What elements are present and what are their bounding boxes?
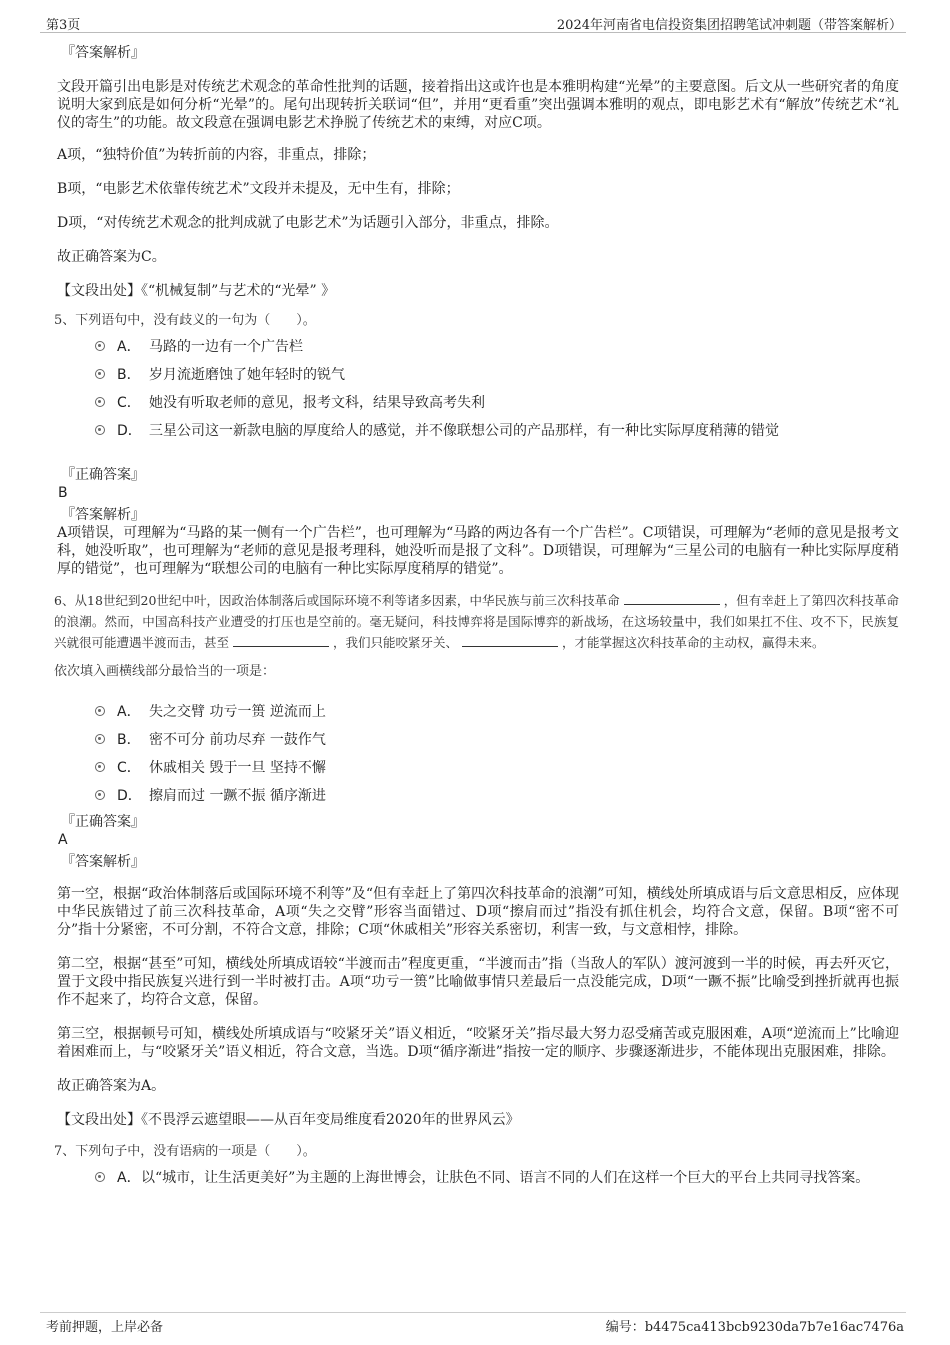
- q6-analysis-blank-2: 第二空，根据“甚至”可知，横线处所填成语较“半渡而击”程度更重，“半渡而击”指（当敌人的军队）渡河渡到一半的时候，再去歼灭它，置于文段中指民族复兴进行到一半时被打击。A项“功亏一篑”比喻做事情只差最后一点没能完成，D项“一蹶不振”比喻受到挫折就再也振作不起来了，均符合文意，保留。: [57, 956, 899, 1008]
- q4-conclusion: 故正确答案为C。: [57, 249, 166, 265]
- option-text: 三星公司这一新款电脑的厚度给人的感觉，并不像联想公司的产品那样，有一种比实际厚度稍薄的错觉: [149, 423, 779, 439]
- q4-analysis-option-d: D项，“对传统艺术观念的批判成就了电影艺术”为话题引入部分，非重点，排除。: [57, 215, 559, 231]
- q7-options: [95, 1167, 899, 1189]
- option-letter: B．: [117, 732, 141, 748]
- q5-options: [95, 338, 899, 440]
- radio-icon[interactable]: [95, 397, 105, 407]
- option-letter: A．: [117, 339, 141, 355]
- radio-icon[interactable]: [95, 1172, 105, 1182]
- option-text: 密不可分 前功尽弃 一鼓作气: [149, 732, 326, 748]
- q7-question: 7、下列句子中，没有语病的一项是（ ）。: [54, 1144, 316, 1159]
- q6-analysis-blank-1: 第一空，根据“政治体制落后或国际环境不利等”及“但有幸赶上了第四次科技革命的浪潮”可知，横线处所填成语与后文意思相反，应体现中华民族错过了前三次科技革命，A项“失之交臂”形容当面错过、D项“擦肩而过”指没有抓住机会，均符合文意，保留。B项“密不可分”指十分紧密，不可分割，不符合文意，排除；C项“休戚相关”形容关系密切，利害一致，与文意相悖，排除。: [57, 886, 899, 938]
- option-letter: B．: [117, 367, 141, 383]
- page-content: [54, 44, 899, 1189]
- radio-icon[interactable]: [95, 734, 105, 744]
- q6-analysis-blank-3: 第三空，根据顿号可知，横线处所填成语与“咬紧牙关”语义相近，“咬紧牙关”指尽最大努力忍受痛苦或克服困难，A项“逆流而上”比喻迎着困难而上，与“咬紧牙关”语义相近，符合文意，当选。D项“循序渐进”指按一定的顺序、步骤逐渐进步，不能体现出克服困难，排除。: [57, 1026, 899, 1060]
- option-text: 以“城市，让生活更美好”为主题的上海世博会，让肤色不同、语言不同的人们在这样一个巨大的平台上共同寻找答案。: [141, 1170, 870, 1186]
- q6-question: [54, 590, 899, 653]
- q6-option-c[interactable]: [95, 759, 899, 777]
- q6-question-part2: ，但有幸赶上了第四次科技革命的浪潮。然而，中国高科技产业遭受的打压也是空前的。毫无疑问，科技博弈将是国际博弈的新战场，在这场较量中，我们如果扛不住、攻不下，民族复兴就很可能遭遇半渡而击，甚至: [54, 593, 899, 650]
- option-letter: C．: [117, 395, 141, 411]
- q6-blank-1: [624, 591, 720, 605]
- q5-analysis-tag: 『答案解析』: [61, 507, 145, 523]
- q6-option-a[interactable]: [95, 703, 899, 721]
- q5-option-b[interactable]: [95, 366, 899, 384]
- option-text: 擦肩而过 一蹶不振 循序渐进: [149, 788, 326, 804]
- q4-analysis-option-b: B项，“电影艺术依靠传统艺术”文段并未提及，无中生有，排除；: [57, 181, 460, 197]
- radio-icon[interactable]: [95, 369, 105, 379]
- q5-option-c[interactable]: [95, 394, 899, 412]
- document-id: 编号：b4475ca413bcb9230da7b7e16ac7476a: [605, 1320, 904, 1335]
- radio-icon[interactable]: [95, 341, 105, 351]
- radio-icon[interactable]: [95, 790, 105, 800]
- q4-analysis-option-a: A项，“独特价值”为转折前的内容，非重点，排除；: [57, 147, 376, 163]
- q5-answer-tag: 『正确答案』: [61, 467, 145, 483]
- radio-icon[interactable]: [95, 425, 105, 435]
- option-text: 马路的一边有一个广告栏: [149, 339, 303, 355]
- q6-option-d[interactable]: [95, 787, 899, 805]
- option-text: 休戚相关 毁于一旦 坚持不懈: [149, 760, 326, 776]
- option-letter: D．: [117, 788, 142, 804]
- q4-source: 【文段出处】《“机械复制”与艺术的“光晕” 》: [57, 283, 336, 299]
- q6-options: [95, 703, 899, 805]
- q6-question-part3: ，我们只能咬紧牙关、: [333, 635, 459, 650]
- option-text: 她没有听取老师的意见，报考文科，结果导致高考失利: [149, 395, 485, 411]
- q6-question-part4: ，才能掌握这次科技革命的主动权，赢得未来。: [562, 635, 825, 650]
- q5-answer: B: [58, 485, 68, 501]
- q5-analysis: A项错误，可理解为“马路的某一侧有一个广告栏”，也可理解为“马路的两边各有一个广告栏”。C项错误，可理解为“老师的意见是报考文科，她没听取”，也可理解为“老师的意见是报考理科，她没听而是报了文科”。D项错误，可理解为“三星公司的电脑有一种比实际厚度稍厚的错觉”，也可理解为“联想公司的电脑有一种比实际厚度稍厚的错觉”。: [57, 525, 899, 577]
- q6-question-part1: 6、从18世纪到20世纪中叶，因政治体制落后或国际环境不利等诸多因素，中华民族与前三次科技革命: [54, 593, 620, 608]
- option-text: 失之交臂 功亏一篑 逆流而上: [149, 704, 326, 720]
- q6-prompt: 依次填入画横线部分最恰当的一项是：: [54, 664, 276, 679]
- option-letter: C．: [117, 760, 141, 776]
- footer-slogan: 考前押题，上岸必备: [46, 1320, 164, 1335]
- option-text: 岁月流逝磨蚀了她年轻时的锐气: [149, 367, 345, 383]
- q6-analysis-tag: 『答案解析』: [61, 854, 145, 870]
- q6-answer-tag: 『正确答案』: [61, 814, 145, 830]
- q6-source: 【文段出处】《不畏浮云遮望眼——从百年变局维度看2020年的世界风云》: [57, 1112, 520, 1128]
- q7-option-a[interactable]: [95, 1167, 899, 1189]
- page-header: [40, 12, 906, 33]
- q4-analysis-paragraph: 文段开篇引出电影是对传统艺术观念的革命性批判的话题，接着指出这或许也是本雅明构建“光晕”的主要意图。后文从一些研究者的角度说明大家到底是如何分析“光晕”的。尾句出现转折关联词“但”，并用“更看重”突出强调本雅明的观点，即电影艺术有“解放”传统艺术“礼仪的寄生”的功能。故文段意在强调电影艺术挣脱了传统艺术的束缚，对应C项。: [57, 79, 899, 131]
- radio-icon[interactable]: [95, 706, 105, 716]
- q6-option-b[interactable]: [95, 731, 899, 749]
- page-number: 第3页: [46, 18, 81, 33]
- radio-icon[interactable]: [95, 762, 105, 772]
- option-letter: A．: [117, 1170, 141, 1186]
- q6-answer: A: [58, 832, 68, 848]
- page-footer: [40, 1312, 906, 1335]
- q6-blank-3: [462, 633, 558, 647]
- option-letter: D．: [117, 423, 142, 439]
- q5-question: 5、下列语句中，没有歧义的一句为（ ）。: [54, 313, 316, 328]
- q6-conclusion: 故正确答案为A。: [57, 1078, 166, 1094]
- q5-option-a[interactable]: [95, 338, 899, 356]
- q5-option-d[interactable]: [95, 422, 899, 440]
- q4-analysis-tag: 『答案解析』: [61, 45, 145, 61]
- option-letter: A．: [117, 704, 141, 720]
- q6-blank-2: [233, 633, 329, 647]
- document-title: 2024年河南省电信投资集团招聘笔试冲刺题（带答案解析）: [556, 18, 902, 33]
